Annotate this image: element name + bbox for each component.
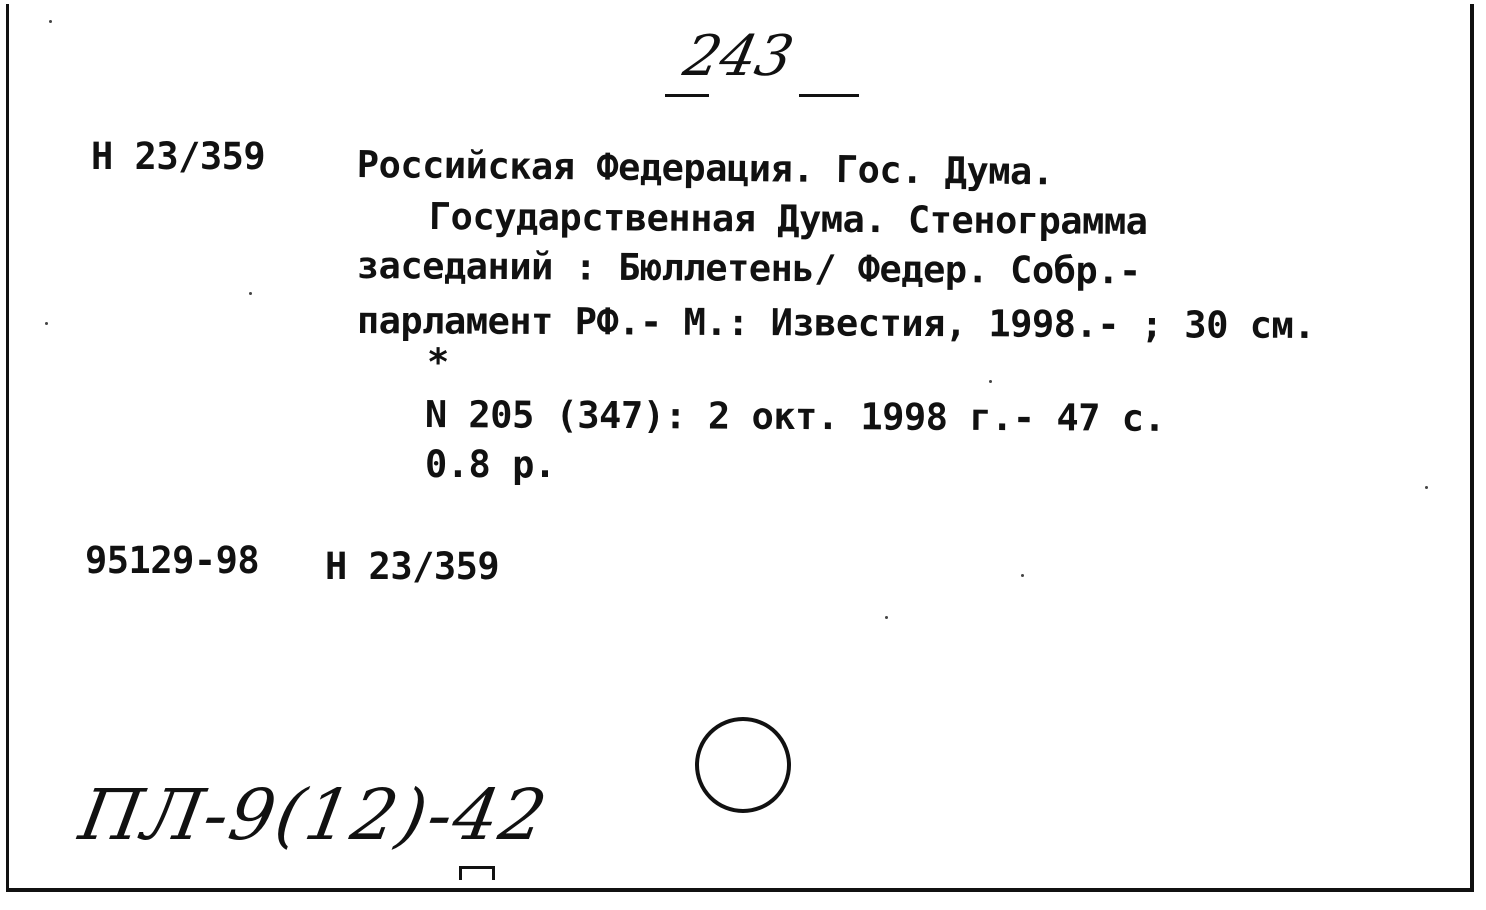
entry-heading: Российская Федерация. Гос. Дума. — [356, 143, 1054, 194]
shelf-mark-bracket — [459, 866, 495, 880]
scan-speck — [45, 322, 48, 325]
title-line-2: заседаний : Бюллетень/ Федер. Собр.- — [356, 244, 1141, 293]
number-underline-left — [665, 94, 709, 97]
call-number: Н 23/359 — [91, 135, 266, 178]
handwritten-shelf-mark: ПЛ-9(12)-42 — [73, 774, 555, 856]
scan-speck — [1021, 574, 1024, 577]
title-line-1: Государственная Дума. Стенограмма — [428, 195, 1148, 244]
title-line-3: парламент РФ.- М.: Известия, 1998.- ; 30 см. — [356, 299, 1316, 348]
asterisk-marker: * — [427, 341, 449, 384]
scan-speck — [49, 20, 52, 23]
catalog-card — [6, 4, 1474, 892]
scan-speck — [1425, 486, 1428, 489]
number-underline-right — [799, 94, 859, 97]
footer-call-number: Н 23/359 — [325, 545, 500, 588]
price: 0.8 р. — [425, 443, 556, 486]
handwritten-card-number: 243 — [678, 24, 799, 89]
accession-number: 95129-98 — [85, 539, 260, 582]
punch-hole — [695, 717, 791, 813]
scan-speck — [989, 380, 992, 383]
scan-speck — [885, 616, 888, 619]
scan-speck — [249, 292, 252, 295]
issue-details: N 205 (347): 2 окт. 1998 г.- 47 с. — [424, 393, 1166, 440]
